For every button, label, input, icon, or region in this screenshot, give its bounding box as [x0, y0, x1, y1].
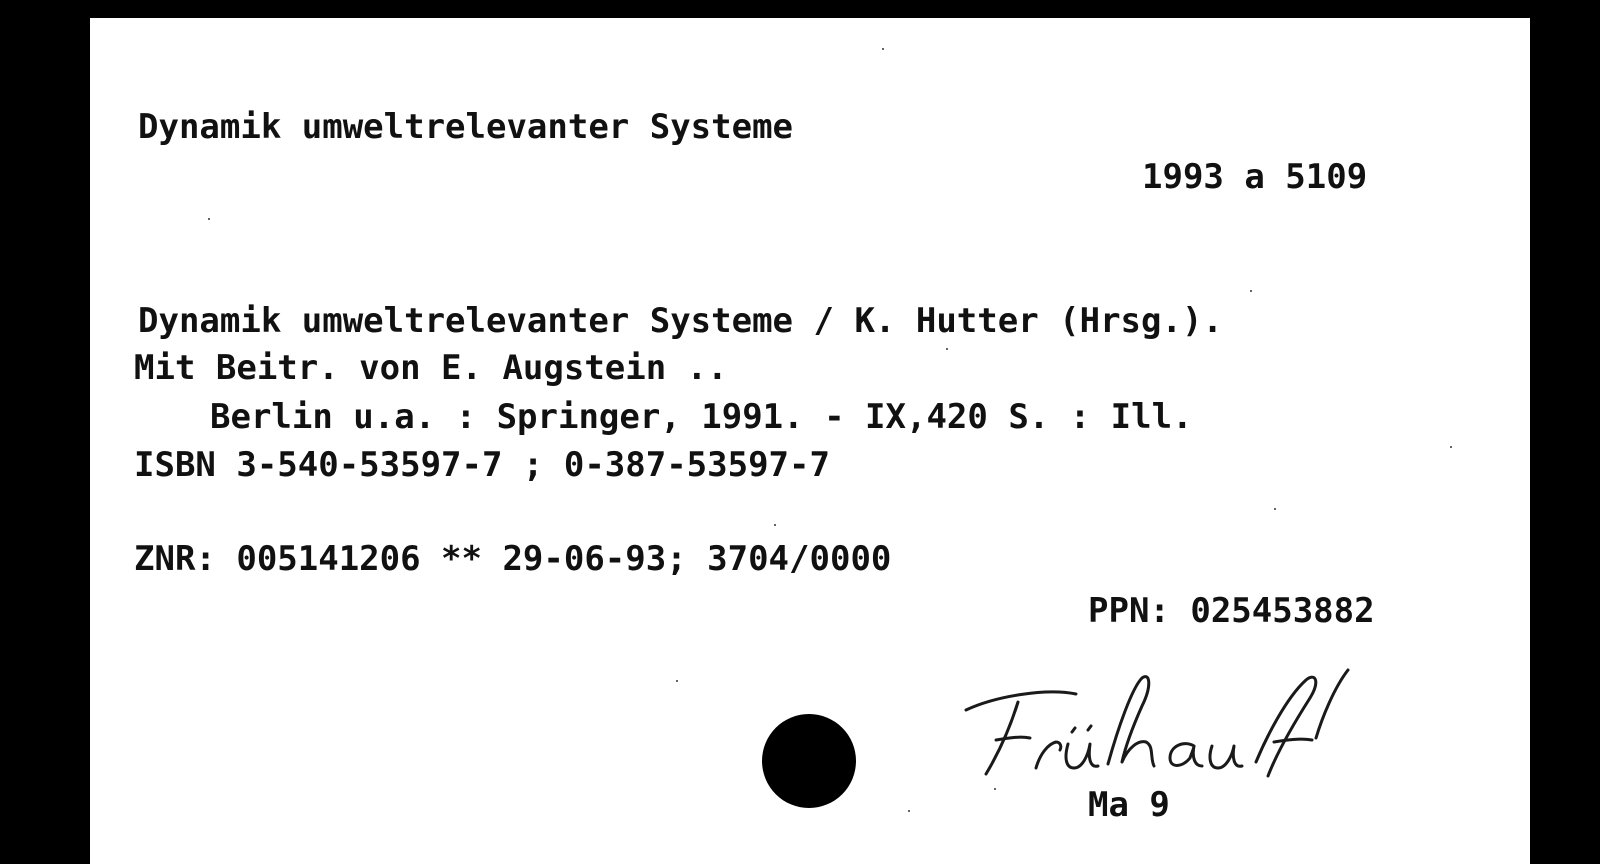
scan-speck: [774, 524, 776, 526]
card-title: Dynamik umweltrelevanter Systeme: [138, 107, 794, 147]
entry-line-1: Dynamik umweltrelevanter Systeme / K. Hutter (Hrsg.).: [138, 301, 1223, 341]
catalog-card: [90, 18, 1530, 864]
scan-speck: [946, 348, 948, 350]
entry-line-3: Berlin u.a. : Springer, 1991. - IX,420 S. : Ill.: [210, 397, 1193, 437]
scan-speck: [208, 218, 210, 220]
entry-line-4: ISBN 3-540-53597-7 ; 0-387-53597-7: [134, 445, 830, 485]
call-number: 1993 a 5109: [1142, 157, 1368, 197]
scan-speck: [1450, 446, 1452, 448]
scan-speck: [1274, 508, 1276, 510]
scan-speck: [1250, 290, 1252, 292]
punch-hole: [762, 714, 856, 808]
znr-line: ZNR: 005141206 ** 29-06-93; 3704/0000: [134, 539, 892, 579]
scan-speck: [882, 48, 884, 50]
ppn-line: PPN: 025453882: [1088, 591, 1375, 631]
scan-speck: [994, 788, 996, 790]
scan-speck: [676, 680, 678, 682]
entry-line-2: Mit Beitr. von E. Augstein ..: [134, 348, 728, 388]
handwritten-signature: [956, 658, 1396, 788]
shelf-mark: Ma 9: [1088, 785, 1170, 825]
scan-speck: [908, 810, 910, 812]
